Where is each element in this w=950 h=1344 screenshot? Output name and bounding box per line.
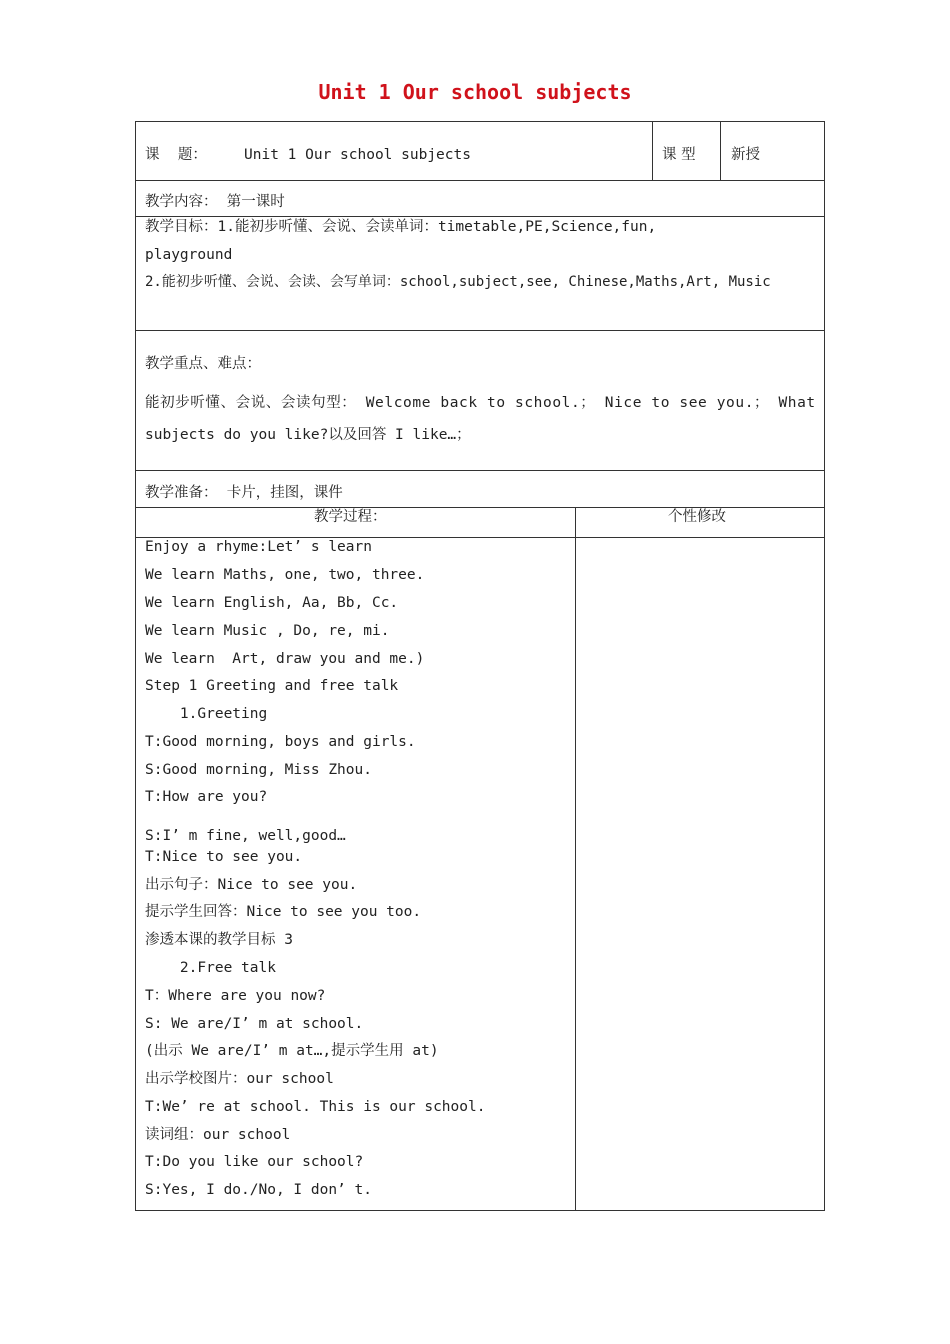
process-line: T:How are you?	[145, 789, 268, 805]
process-line: We learn Maths, one, two, three.	[145, 567, 425, 583]
process-line: (出示 We are/I’ m at…,提示学生用 at)	[145, 1043, 439, 1059]
row-divider-content	[135, 216, 825, 217]
process-line: S:Yes, I do./No, I don’ t.	[145, 1182, 372, 1198]
header-col-divider-2	[720, 121, 721, 181]
process-line: 出示学校图片：our school	[145, 1071, 334, 1087]
table-top-border	[135, 121, 825, 122]
process-line: We learn Music , Do, re, mi.	[145, 623, 390, 639]
keypoints-line-1: 能初步听懂、会说、会读句型： Welcome back to school.； Nice to see you.； What	[145, 395, 816, 411]
process-line: We learn Art, draw you and me.)	[145, 651, 425, 667]
keypoints-line-2: subjects do you like?以及回答 I like…；	[145, 427, 471, 443]
objectives-line-3: 2.能初步听懂、会说、会读、会写单词：school,subject,see, Chinese,Maths,Art, Music	[145, 274, 771, 290]
process-line: 读词组：our school	[145, 1127, 291, 1143]
process-line: S:I’ m fine, well,good…	[145, 828, 346, 844]
process-line: Step 1 Greeting and free talk	[145, 678, 399, 694]
process-line: T:Good morning, boys and girls.	[145, 734, 416, 750]
process-line: T：Where are you now?	[145, 988, 326, 1004]
topic-value: Unit 1 Our school subjects	[244, 147, 471, 163]
header-col-divider-1	[652, 121, 653, 181]
process-line: T:We’ re at school. This is our school.	[145, 1099, 486, 1115]
table-right-border	[824, 121, 825, 1211]
process-line: S: We are/I’ m at school.	[145, 1016, 364, 1032]
topic-label: 课 题：	[145, 147, 207, 163]
process-line: 2.Free talk	[145, 960, 276, 976]
process-line: Enjoy a rhyme:Let’ s learn	[145, 539, 372, 555]
process-line: S:Good morning, Miss Zhou.	[145, 762, 372, 778]
process-col-divider	[575, 507, 576, 1211]
process-line: 出示句子：Nice to see you.	[145, 877, 358, 893]
process-line: 1.Greeting	[145, 706, 268, 722]
table-bottom-border	[135, 1210, 825, 1211]
row-divider-header	[135, 180, 825, 181]
process-line: T:Do you like our school?	[145, 1154, 364, 1170]
page-title: Unit 1 Our school subjects	[318, 80, 632, 104]
row-divider-objectives	[135, 330, 825, 331]
process-line: We learn English, Aa, Bb, Cc.	[145, 595, 399, 611]
content-row: 教学内容： 第一课时	[145, 194, 285, 210]
process-line: 提示学生回答：Nice to see you too.	[145, 904, 422, 920]
type-label: 课 型	[662, 147, 696, 163]
notes-header: 个性修改	[668, 509, 726, 525]
type-value: 新授	[731, 147, 760, 163]
keypoints-label: 教学重点、难点：	[145, 356, 261, 372]
preparation-row: 教学准备： 卡片，挂图，课件	[145, 485, 343, 501]
objectives-line-2: playground	[145, 247, 233, 263]
table-left-border	[135, 121, 136, 1211]
process-line: 渗透本课的教学目标 3	[145, 932, 293, 948]
row-divider-keypoints	[135, 470, 825, 471]
process-header: 教学过程：	[314, 509, 387, 525]
process-line: T:Nice to see you.	[145, 849, 303, 865]
objectives-line-1: 教学目标：1.能初步听懂、会说、会读单词：timetable,PE,Science,fun,	[145, 219, 657, 235]
